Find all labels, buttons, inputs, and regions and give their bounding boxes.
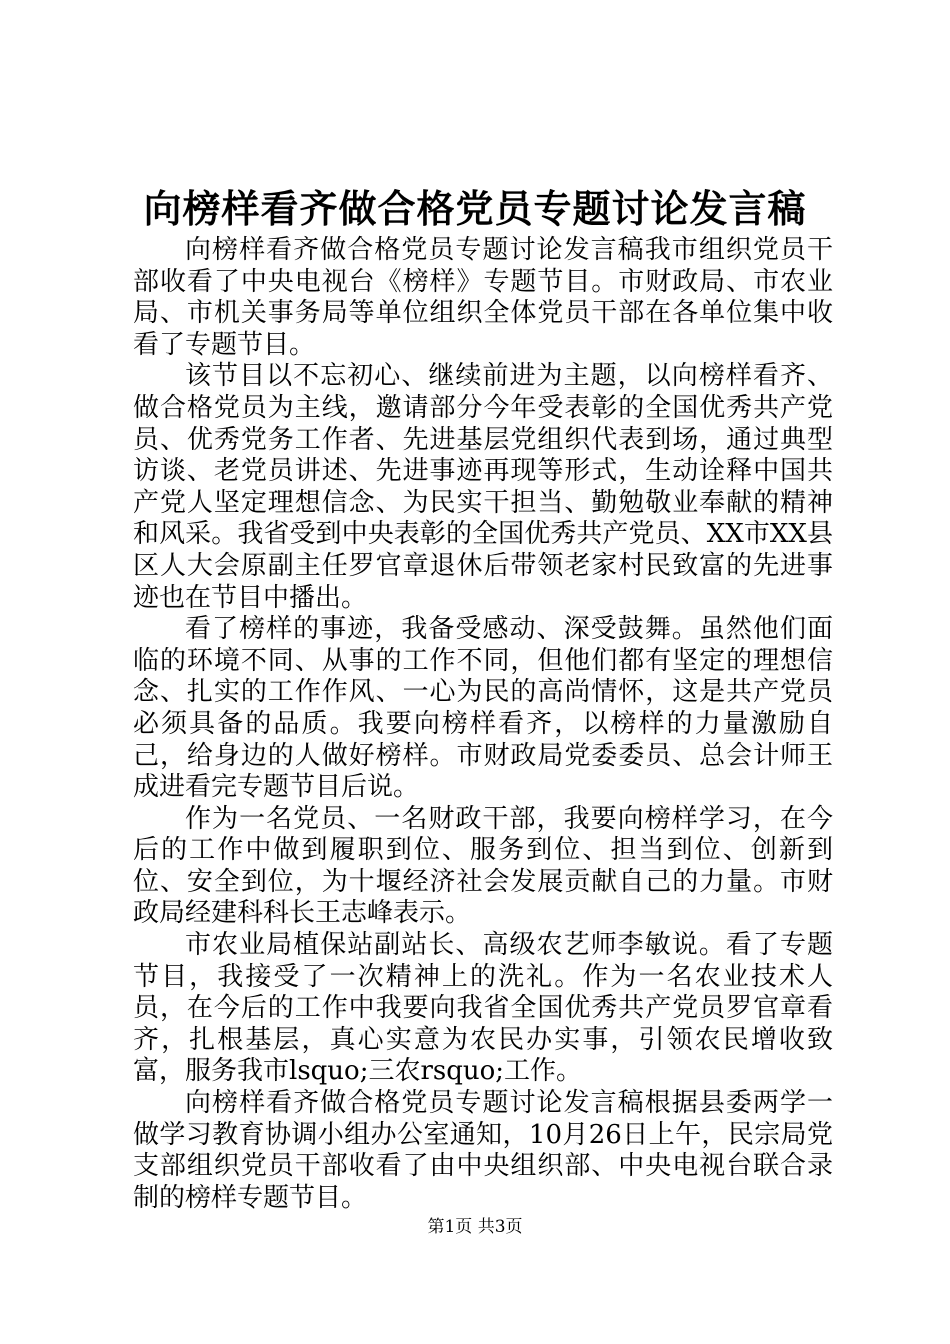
document-body (133, 235, 833, 1214)
paragraph: 向榜样看齐做合格党员专题讨论发言稿我市组织党员干部收看了中央电视台《榜样》专题节目。市财政局、市农业局、市机关事务局等单位组织全体党员干部在各单位集中收看了专题节目。 (133, 235, 833, 360)
paragraph: 市农业局植保站副站长、高级农艺师李敏说。看了专题节目，我接受了一次精神上的洗礼。作为一名农业技术人员，在今后的工作中我要向我省全国优秀共产党员罗官章看齐，扎根基层，真心实意为农民办实事，引领农民增收致富，服务我市lsquo;三农rsquo;工作。 (133, 930, 833, 1087)
paragraph: 作为一名党员、一名财政干部，我要向榜样学习，在今后的工作中做到履职到位、服务到位、担当到位、创新到位、安全到位，为十堰经济社会发展贡献自己的力量。市财政局经建科科长王志峰表示。 (133, 803, 833, 929)
paragraph: 向榜样看齐做合格党员专题讨论发言稿根据县委两学一做学习教育协调小组办公室通知，10月26日上午，民宗局党支部组织党员干部收看了由中央组织部、中央电视台联合录制的榜样专题节目。 (133, 1088, 833, 1213)
document-title: 向榜样看齐做合格党员专题讨论发言稿 (143, 187, 807, 231)
paragraph: 该节目以不忘初心、继续前进为主题，以向榜样看齐、做合格党员为主线，邀请部分今年受表彰的全国优秀共产党员、优秀党务工作者、先进基层党组织代表到场，通过典型访谈、老党员讲述、先进事迹再现等形式，生动诠释中国共产党人坚定理想信念、为民实干担当、勤勉敬业奉献的精神和风采。我省受到中央表彰的全国优秀共产党员、XX市XX县区人大会原副主任罗官章退休后带领老家村民致富的先进事迹也在节目中播出。 (133, 361, 833, 613)
page-number-footer: 第1页 共3页 (427, 1217, 523, 1237)
paragraph: 看了榜样的事迹，我备受感动、深受鼓舞。虽然他们面临的环境不同、从事的工作不同，但他们都有坚定的理想信念、扎实的工作作风、一心为民的高尚情怀，这是共产党员必须具备的品质。我要向榜样看齐，以榜样的力量激励自己，给身边的人做好榜样。市财政局党委委员、总会计师王成进看完专题节目后说。 (133, 614, 833, 803)
